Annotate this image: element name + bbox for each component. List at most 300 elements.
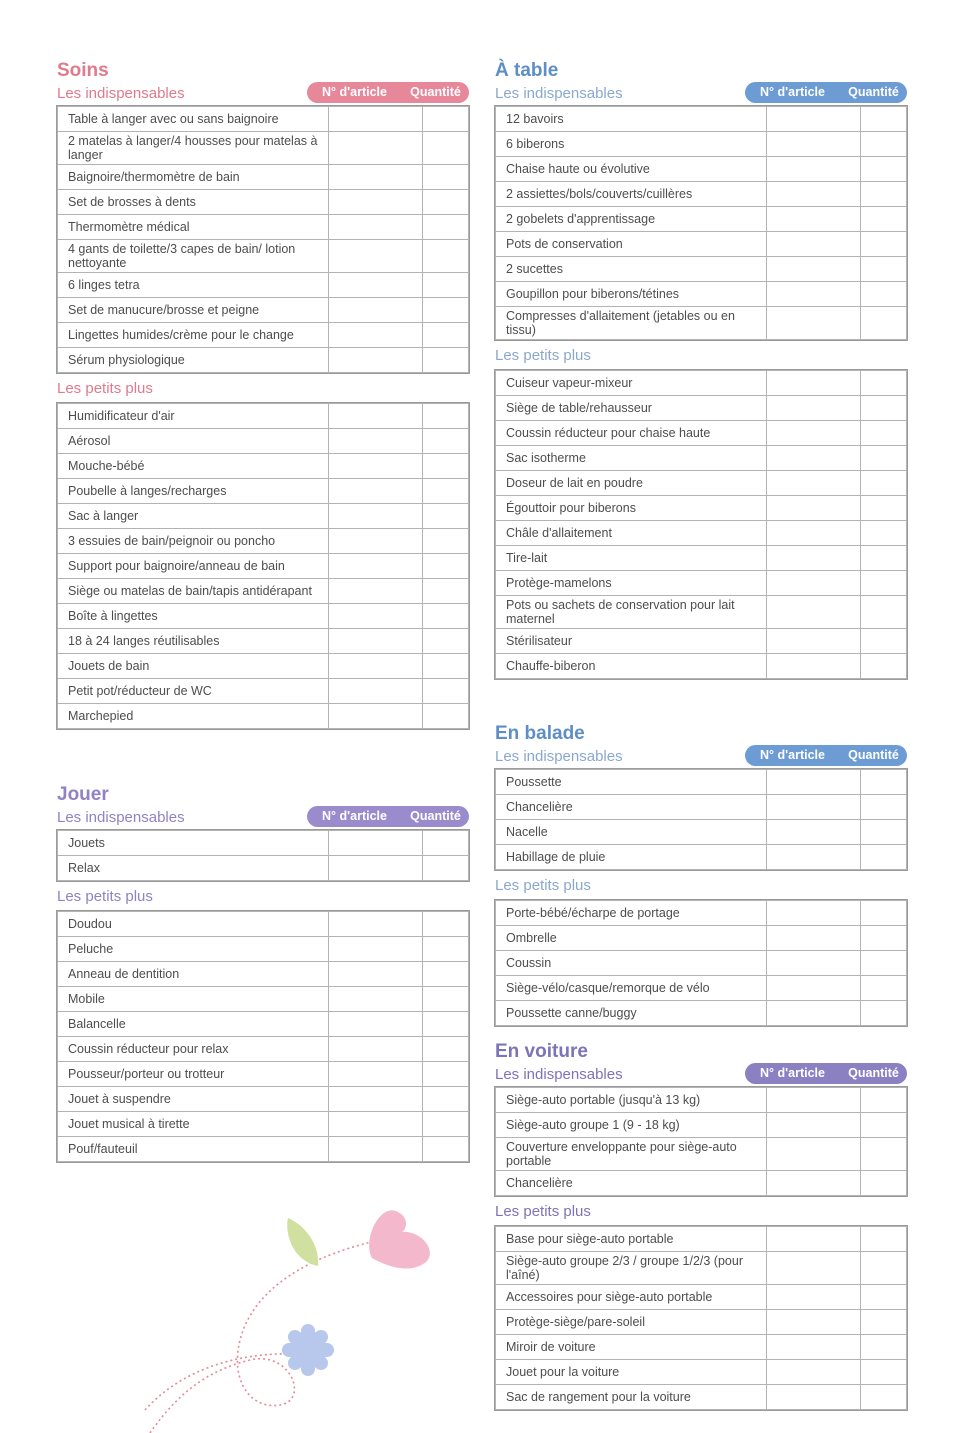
article-number-cell[interactable] [329,1037,423,1062]
item-label: Marchepied [58,704,329,729]
article-number-cell[interactable] [767,820,861,845]
article-number-cell[interactable] [329,1062,423,1087]
table-row [58,679,469,704]
article-number-cell[interactable] [329,529,423,554]
article-number-cell[interactable] [329,298,423,323]
table-row [496,1138,907,1171]
item-label: Pouf/fauteuil [58,1137,329,1162]
quantity-cell[interactable] [861,307,907,340]
item-label: Set de brosses à dents [58,190,329,215]
quantity-cell[interactable] [861,770,907,795]
item-label: Châle d'allaitement [496,521,767,546]
item-label: Jouet à suspendre [58,1087,329,1112]
table-row [58,604,469,629]
article-number-cell[interactable] [329,962,423,987]
article-number-cell[interactable] [767,282,861,307]
quantity-cell[interactable] [423,429,469,454]
article-number-cell[interactable] [767,1285,861,1310]
item-label: 18 à 24 langes réutilisables [58,629,329,654]
article-number-cell[interactable] [767,182,861,207]
heart-icon [369,1210,430,1268]
table-row [58,554,469,579]
quantity-cell[interactable] [423,1012,469,1037]
article-column-header: N° d'article [322,809,387,823]
quantity-cell[interactable] [423,579,469,604]
table-row [496,257,907,282]
quantity-cell[interactable] [861,951,907,976]
table-row [58,454,469,479]
table-row [58,529,469,554]
item-label: Coussin [496,951,767,976]
article-number-cell[interactable] [767,521,861,546]
article-number-cell[interactable] [767,951,861,976]
item-label: 6 linges tetra [58,273,329,298]
item-label: Miroir de voiture [496,1335,767,1360]
table-row [496,951,907,976]
quantity-cell[interactable] [861,1360,907,1385]
article-number-cell[interactable] [329,348,423,373]
article-number-cell[interactable] [329,323,423,348]
table-row [496,795,907,820]
item-label: Sac de rangement pour la voiture [496,1385,767,1410]
item-label: Support pour baignoire/anneau de bain [58,554,329,579]
article-number-cell[interactable] [767,1171,861,1196]
table-row [496,157,907,182]
article-number-cell[interactable] [767,546,861,571]
table-row [496,496,907,521]
table-row [58,323,469,348]
article-number-cell[interactable] [767,107,861,132]
article-number-cell[interactable] [329,190,423,215]
item-label: Table à langer avec ou sans baignoire [58,107,329,132]
quantity-cell[interactable] [861,471,907,496]
table-row [58,1062,469,1087]
item-label: Sac isotherme [496,446,767,471]
item-label: Humidificateur d'air [58,404,329,429]
article-number-cell[interactable] [767,1138,861,1171]
quantity-cell[interactable] [861,107,907,132]
table-row [58,1012,469,1037]
item-label: Stérilisateur [496,629,767,654]
table-row [58,856,469,881]
item-label: Mouche-bébé [58,454,329,479]
extras-label: Les petits plus [57,888,153,905]
article-number-cell[interactable] [767,1088,861,1113]
item-label: Pousseur/porteur ou trotteur [58,1062,329,1087]
quantity-cell[interactable] [423,504,469,529]
article-number-cell[interactable] [767,1385,861,1410]
article-number-cell[interactable] [329,404,423,429]
article-number-cell[interactable] [329,604,423,629]
article-number-cell[interactable] [329,504,423,529]
item-label: Compresses d'allaitement (jetables ou en tissu) [496,307,767,340]
article-number-cell[interactable] [329,132,423,165]
item-label: Cuiseur vapeur-mixeur [496,371,767,396]
quantity-cell[interactable] [861,926,907,951]
article-number-cell[interactable] [329,454,423,479]
article-number-cell[interactable] [767,1113,861,1138]
item-label: Petit pot/réducteur de WC [58,679,329,704]
quantity-cell[interactable] [423,240,469,273]
article-number-cell[interactable] [767,157,861,182]
article-number-cell[interactable] [767,471,861,496]
section-jouer [57,784,469,1162]
quantity-cell[interactable] [861,257,907,282]
item-label: 3 essuies de bain/peignoir ou poncho [58,529,329,554]
quantity-cell[interactable] [861,521,907,546]
table-row [496,901,907,926]
column-header-pill [307,806,469,827]
checklist-table [495,769,907,870]
table-row [496,307,907,340]
table-row [58,298,469,323]
quantity-cell[interactable] [861,1385,907,1410]
table-row [496,521,907,546]
article-number-cell[interactable] [767,571,861,596]
table-row [496,132,907,157]
article-number-cell[interactable] [329,240,423,273]
article-number-cell[interactable] [767,629,861,654]
article-number-cell[interactable] [329,479,423,504]
article-number-cell[interactable] [767,232,861,257]
article-number-cell[interactable] [329,554,423,579]
item-label: Thermomètre médical [58,215,329,240]
quantity-cell[interactable] [861,976,907,1001]
checklist-table [57,830,469,881]
quantity-cell[interactable] [861,1138,907,1171]
quantity-cell[interactable] [423,165,469,190]
item-label: 2 assiettes/bols/couverts/cuillères [496,182,767,207]
quantity-cell[interactable] [423,962,469,987]
article-number-cell[interactable] [329,1137,423,1162]
quantity-cell[interactable] [861,157,907,182]
article-number-cell[interactable] [329,273,423,298]
quantity-cell[interactable] [423,1037,469,1062]
checklist-table [57,403,469,729]
quantity-cell[interactable] [861,1113,907,1138]
item-label: 4 gants de toilette/3 capes de bain/ lotion nettoyante [58,240,329,273]
table-row [58,937,469,962]
item-label: Pots ou sachets de conservation pour lait maternel [496,596,767,629]
quantity-cell[interactable] [861,1227,907,1252]
table-row [496,446,907,471]
item-label: Coussin réducteur pour relax [58,1037,329,1062]
item-label: Jouets de bain [58,654,329,679]
table-row [496,845,907,870]
item-label: Siège-auto groupe 1 (9 - 18 kg) [496,1113,767,1138]
article-number-cell[interactable] [329,1087,423,1112]
article-number-cell[interactable] [767,396,861,421]
article-number-cell[interactable] [767,132,861,157]
table-row [58,654,469,679]
article-number-cell[interactable] [767,845,861,870]
table-row [58,504,469,529]
article-number-cell[interactable] [767,1001,861,1026]
table-row [496,207,907,232]
item-label: Jouet pour la voiture [496,1360,767,1385]
quantity-cell[interactable] [423,937,469,962]
article-column-header: N° d'article [322,85,387,99]
article-number-cell[interactable] [767,770,861,795]
table-row [496,282,907,307]
dotted-stem [150,1240,380,1433]
article-number-cell[interactable] [329,429,423,454]
quantity-cell[interactable] [423,1112,469,1137]
quantity-cell[interactable] [423,629,469,654]
item-label: Coussin réducteur pour chaise haute [496,421,767,446]
table-row [496,976,907,1001]
table-row [58,1137,469,1162]
quantity-cell[interactable] [861,232,907,257]
essentials-label: Les indispensables [495,85,623,102]
quantity-cell[interactable] [861,421,907,446]
checklist-table [57,106,469,373]
article-number-cell[interactable] [767,1310,861,1335]
article-number-cell[interactable] [767,207,861,232]
quantity-cell[interactable] [423,107,469,132]
quantity-cell[interactable] [861,629,907,654]
quantity-cell[interactable] [423,704,469,729]
article-number-cell[interactable] [767,1227,861,1252]
quantity-cell[interactable] [861,282,907,307]
quantity-cell[interactable] [861,446,907,471]
extras-label: Les petits plus [57,380,153,397]
quantity-cell[interactable] [423,831,469,856]
column-header-pill [745,745,907,766]
article-number-cell[interactable] [329,912,423,937]
quantity-cell[interactable] [861,596,907,629]
quantity-cell[interactable] [423,529,469,554]
table-row [496,371,907,396]
item-label: 2 gobelets d'apprentissage [496,207,767,232]
quantity-cell[interactable] [861,901,907,926]
quantity-cell[interactable] [423,679,469,704]
item-label: Peluche [58,937,329,962]
quantity-cell[interactable] [423,323,469,348]
quantity-cell[interactable] [423,1062,469,1087]
table-row [496,654,907,679]
quantity-cell[interactable] [861,1088,907,1113]
table-row [496,1310,907,1335]
article-number-cell[interactable] [767,257,861,282]
quantity-cell[interactable] [861,795,907,820]
table-row [58,629,469,654]
leaf-icon [287,1218,318,1266]
checklist-table [495,370,907,679]
quantity-cell[interactable] [423,348,469,373]
quantity-cell[interactable] [861,1252,907,1285]
table-row [496,107,907,132]
flower-illustration [140,1200,440,1433]
quantity-cell[interactable] [423,604,469,629]
column-header-pill [745,82,907,103]
article-column-header: N° d'article [760,1066,825,1080]
article-number-cell[interactable] [329,165,423,190]
quantity-cell[interactable] [861,1171,907,1196]
item-label: Nacelle [496,820,767,845]
table-row [496,1252,907,1285]
quantity-cell[interactable] [861,496,907,521]
table-row [58,348,469,373]
item-label: Chancelière [496,795,767,820]
article-number-cell[interactable] [767,596,861,629]
table-row [58,579,469,604]
article-number-cell[interactable] [767,901,861,926]
table-row [58,987,469,1012]
table-row [58,107,469,132]
item-label: Protège-siège/pare-soleil [496,1310,767,1335]
table-row [496,232,907,257]
quantity-cell[interactable] [423,404,469,429]
article-number-cell[interactable] [767,496,861,521]
quantity-cell[interactable] [861,546,907,571]
article-number-cell[interactable] [767,654,861,679]
table-row [496,1171,907,1196]
table-row [496,396,907,421]
quantity-cell[interactable] [861,1310,907,1335]
article-column-header: N° d'article [760,85,825,99]
table-row [58,1087,469,1112]
table-row [58,912,469,937]
article-number-cell[interactable] [329,831,423,856]
article-number-cell[interactable] [767,1335,861,1360]
article-number-cell[interactable] [329,654,423,679]
item-label: Accessoires pour siège-auto portable [496,1285,767,1310]
quantity-cell[interactable] [423,215,469,240]
item-label: Pots de conservation [496,232,767,257]
item-label: Jouets [58,831,329,856]
quantity-cell[interactable] [423,479,469,504]
section-title: En balade [495,723,585,744]
quantity-cell[interactable] [861,654,907,679]
quantity-cell[interactable] [861,371,907,396]
quantity-cell[interactable] [861,1285,907,1310]
item-label: Mobile [58,987,329,1012]
item-label: Aérosol [58,429,329,454]
table-row [496,926,907,951]
article-number-cell[interactable] [329,1012,423,1037]
article-number-cell[interactable] [767,1360,861,1385]
item-label: Set de manucure/brosse et peigne [58,298,329,323]
item-label: Porte-bébé/écharpe de portage [496,901,767,926]
article-number-cell[interactable] [329,856,423,881]
article-number-cell[interactable] [329,987,423,1012]
item-label: Poussette [496,770,767,795]
extras-label: Les petits plus [495,1203,591,1220]
article-number-cell[interactable] [329,629,423,654]
quantity-cell[interactable] [423,554,469,579]
table-row [496,1227,907,1252]
article-number-cell[interactable] [329,215,423,240]
quantity-cell[interactable] [861,396,907,421]
item-label: Chauffe-biberon [496,654,767,679]
table-row [496,546,907,571]
flower-icon [282,1324,334,1376]
quantity-column-header: Quantité [410,85,461,99]
table-row [496,596,907,629]
quantity-cell[interactable] [423,1137,469,1162]
article-number-cell[interactable] [767,421,861,446]
article-number-cell[interactable] [767,371,861,396]
quantity-cell[interactable] [423,1087,469,1112]
quantity-cell[interactable] [423,273,469,298]
table-row [496,629,907,654]
quantity-cell[interactable] [861,820,907,845]
quantity-cell[interactable] [423,912,469,937]
quantity-cell[interactable] [861,1001,907,1026]
column-header-pill [745,1063,907,1084]
section-title: Jouer [57,784,109,805]
essentials-label: Les indispensables [57,809,185,826]
quantity-cell[interactable] [861,1335,907,1360]
item-label: Habillage de pluie [496,845,767,870]
article-number-cell[interactable] [329,579,423,604]
article-number-cell[interactable] [767,307,861,340]
table-row [58,132,469,165]
article-number-cell[interactable] [767,976,861,1001]
item-label: Poussette canne/buggy [496,1001,767,1026]
quantity-cell[interactable] [423,987,469,1012]
item-label: Sac à langer [58,504,329,529]
article-number-cell[interactable] [329,107,423,132]
item-label: Relax [58,856,329,881]
item-label: Poubelle à langes/recharges [58,479,329,504]
section-title: À table [495,60,559,81]
quantity-column-header: Quantité [848,1066,899,1080]
quantity-cell[interactable] [423,132,469,165]
quantity-cell[interactable] [861,207,907,232]
article-number-cell[interactable] [767,1252,861,1285]
table-row [496,1088,907,1113]
quantity-cell[interactable] [861,132,907,157]
item-label: 2 sucettes [496,257,767,282]
quantity-cell[interactable] [423,454,469,479]
item-label: 12 bavoirs [496,107,767,132]
article-number-cell[interactable] [329,937,423,962]
quantity-column-header: Quantité [848,85,899,99]
article-number-cell[interactable] [767,926,861,951]
item-label: Lingettes humides/crème pour le change [58,323,329,348]
article-number-cell[interactable] [767,446,861,471]
checklist-table [57,911,469,1162]
section-soins [57,60,469,729]
article-number-cell[interactable] [329,679,423,704]
table-row [58,479,469,504]
item-label: Boîte à lingettes [58,604,329,629]
table-row [58,240,469,273]
quantity-cell[interactable] [423,298,469,323]
quantity-column-header: Quantité [410,809,461,823]
article-number-cell[interactable] [329,704,423,729]
article-number-cell[interactable] [329,1112,423,1137]
item-label: Anneau de dentition [58,962,329,987]
column-header-pill [307,82,469,103]
article-number-cell[interactable] [767,795,861,820]
table-row [496,1001,907,1026]
dotted-stem-secondary [145,1354,310,1410]
table-row [58,165,469,190]
table-row [58,429,469,454]
table-row [58,1037,469,1062]
quantity-cell[interactable] [423,856,469,881]
quantity-cell[interactable] [861,571,907,596]
table-row [58,190,469,215]
quantity-cell[interactable] [423,190,469,215]
quantity-cell[interactable] [861,845,907,870]
essentials-label: Les indispensables [495,1066,623,1083]
quantity-cell[interactable] [423,654,469,679]
quantity-cell[interactable] [861,182,907,207]
